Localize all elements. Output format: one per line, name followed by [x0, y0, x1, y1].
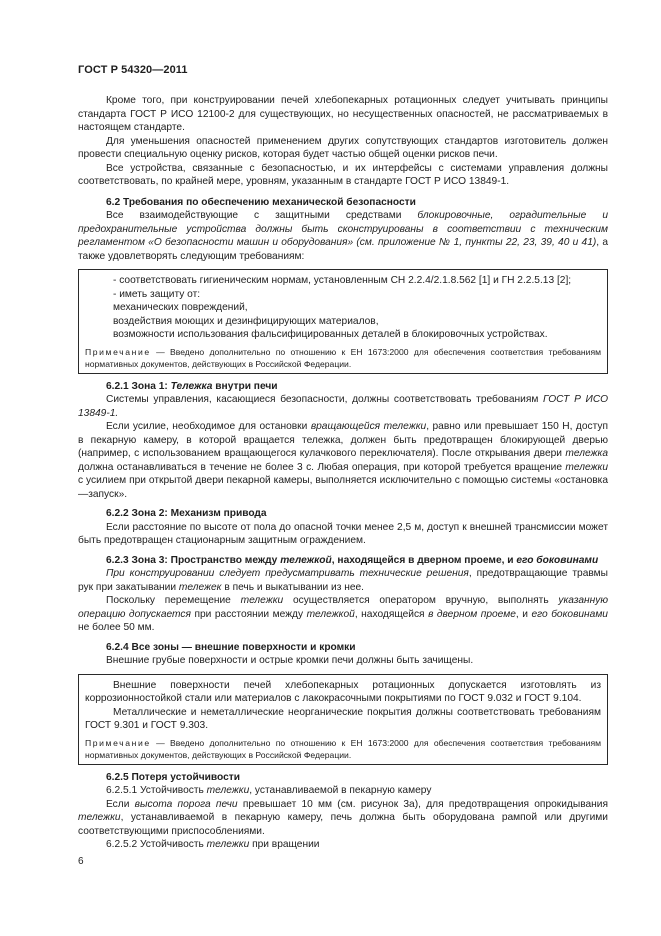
note: Примечание — Введено дополнительно по отношению к ЕН 1673:2000 для обеспечения соответствия требованиям нормативных документов, действующих в Российской Федерации. [85, 346, 601, 369]
paragraph: Системы управления, касающиеся безопасности, должны соответствовать требованиям ГОСТ Р ИСО 13849-1. [78, 394, 609, 419]
paragraph: Для уменьшения опасностей применением других сопутствующих стандартов изготовитель должен провести специальную оценку рисков, которая будет частью общей оценки рисков печи. [78, 135, 608, 160]
paragraph: При конструировании следует предусматривать технические решения, предотвращающие травмы рук при закатывании тележек в печь и выкатывании из нее. [78, 568, 608, 593]
document-header: ГОСТ Р 54320—2011 [78, 64, 188, 76]
paragraph: Поскольку перемещение тележки осуществляется оператором вручную, выполнять указанную операцию допускается при расстоянии между тележкой, находящейся в дверном проеме, и его боковинами не более 50 мм. [78, 595, 608, 633]
paragraph: Все устройства, связанные с безопасностью, и их интерфейсы с системами управления должны соответствовать, по крайней мере, уровням, указанным в стандарте ГОСТ Р ИСО 13849-1. [78, 162, 608, 187]
note: Примечание — Введено дополнительно по отношению к ЕН 1673:2000 для обеспечения соответствия требованиям нормативных документов, действующих в Российской Федерации. [85, 737, 601, 760]
section-heading-6-2-3: 6.2.3 Зона 3: Пространство между тележкой, находящейся в дверном проеме, и его боковинами [106, 554, 599, 566]
list-item: - иметь защиту от: [113, 288, 201, 300]
paragraph: Кроме того, при конструировании печей хлебопекарных ротационных следует учитывать принципы стандарта ГОСТ Р ИСО 12100-2 для существующих, но несущественных опасностей, не рассматриваемых в настоящем стандарте. [78, 95, 608, 133]
section-heading-6-2-2: 6.2.2 Зона 2: Механизм привода [106, 508, 267, 519]
page-number: 6 [78, 856, 84, 867]
document-body [78, 94, 608, 852]
framed-block [78, 269, 608, 374]
paragraph: 6.2.5.1 Устойчивость тележки, устанавливаемой в пекарную камеру [106, 785, 432, 796]
framed-block [78, 674, 608, 765]
paragraph: Металлические и неметаллические неорганические покрытия должны соответствовать требованиям ГОСТ 9.301 и ГОСТ 9.303. [85, 706, 601, 731]
section-heading-6-2-5: 6.2.5 Потеря устойчивости [106, 771, 241, 783]
list-subitem: механических повреждений, [113, 302, 248, 313]
list-item: - соответствовать гигиеническим нормам, установленным СН 2.2.4/2.1.8.562 [1] и ГН 2.2.5.13 [2]; [113, 275, 572, 286]
paragraph: Внешние грубые поверхности и острые кромки печи должны быть зачищены. [106, 655, 474, 666]
list-subitem: возможности использования фальсифицированных деталей в блокировочных устройствах. [113, 329, 548, 340]
paragraph: Внешние поверхности печей хлебопекарных ротационных допускается изготовлять из коррозионностойкой стали или материалов с лакокрасочными покрытиями по ГОСТ 9.032 и ГОСТ 9.104. [85, 679, 601, 704]
list-subitem: воздействия моющих и дезинфицирующих материалов, [113, 315, 379, 327]
paragraph: Если усилие, необходимое для остановки вращающейся тележки, равно или превышает 150 Н, доступ в пекарную камеру, в которой вращается тележка, должен быть предотвращен блокирующей дверью (например, с использованием вращающегося кулачкового переключателя). После открывания двери тележка должна останавливаться в течение не более 3 с. Любая операция, при которой требуется вращение тележки с усилием при открытой двери пекарной камеры, выполняется исключительно с помощью системы «остановка—запуск». [78, 421, 608, 500]
paragraph: Если расстояние по высоте от пола до опасной точки менее 2,5 м, доступ к внешней трансмиссии может быть предотвращен стационарным защитным ограждением. [78, 521, 608, 546]
section-heading-6-2-4: 6.2.4 Все зоны — внешние поверхности и кромки [106, 641, 356, 653]
section-heading-6-2: 6.2 Требования по обеспечению механической безопасности [106, 196, 416, 208]
paragraph: 6.2.5.2 Устойчивость тележки при вращении [106, 839, 320, 850]
paragraph: Все взаимодействующие с защитными средствами блокировочные, оградительные и предохранительные устройства должны быть сконструированы в соответствии с техническим регламентом «О безопасности машин и оборудования» (см. приложение № 1, пункты 22, 23, 39, 40 и 41), а также удовлетворять следующим требованиям: [78, 210, 608, 262]
paragraph: Если высота порога печи превышает 10 мм (см. рисунок 3а), для предотвращения опрокидывания тележки, устанавливаемой в пекарную камеру, печь должна быть оборудована рампой или другими соответствующими приспособлениями. [78, 798, 608, 837]
section-heading-6-2-1: 6.2.1 Зона 1: Тележка внутри печи [106, 380, 278, 392]
